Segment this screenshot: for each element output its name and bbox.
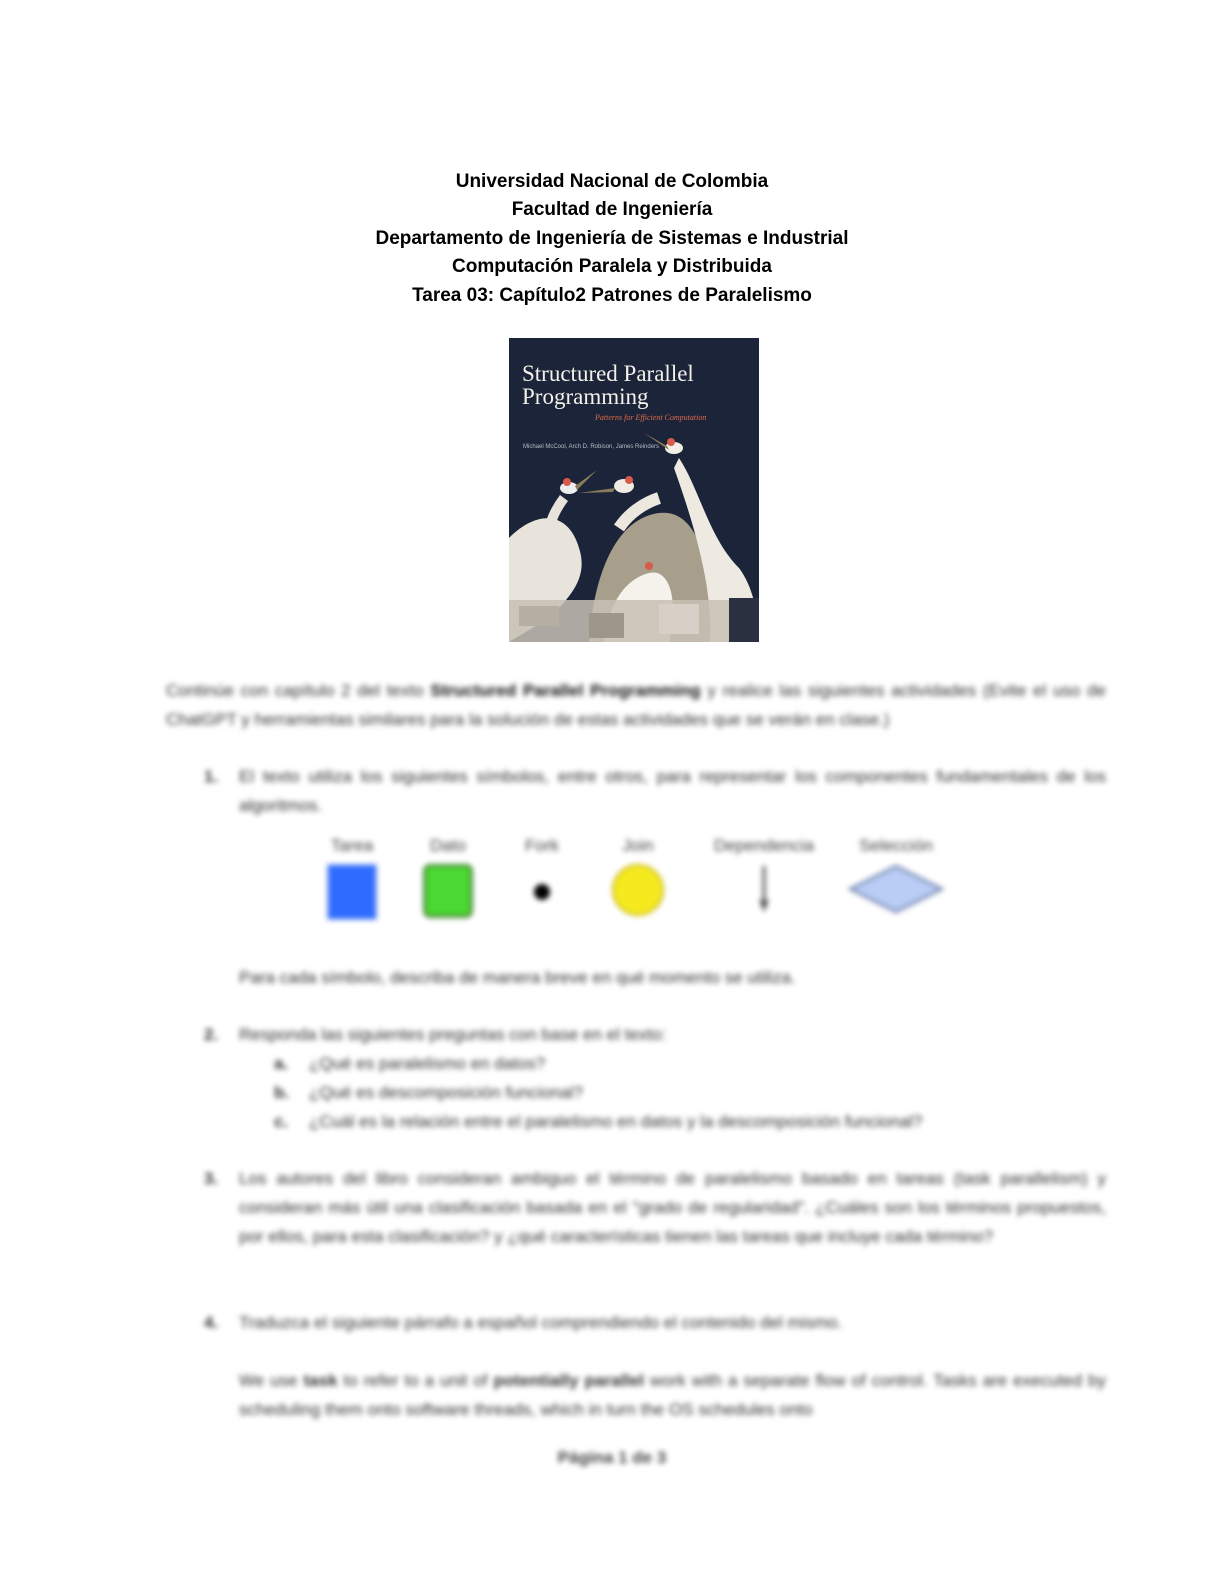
document-header [0,168,1224,310]
intro-suffix: y realice las siguientes actividades (Evite el uso de ChatGPT y herramientas similares para la solución de estas actividades que se verán en clase.) [166,681,1106,729]
question-text: Responda las siguientes preguntas con base en el texto: [239,1025,667,1044]
faculty-name: Facultad de Ingeniería [511,199,713,221]
translation-part2: to refer to a unit of [337,1371,494,1390]
book-cover-image [509,338,759,642]
subquestion-a [274,1049,1106,1078]
intro-prefix: Continúe con capítulo 2 del texto [166,681,431,700]
subquestion-letter: b. [274,1083,290,1102]
course-name: Computación Paralela y Distribuida [452,256,772,278]
question-1 [204,762,1106,820]
blue-diamond-icon [848,864,944,914]
cover-title [522,362,694,408]
symbol-tarea [320,836,384,920]
cover-title-line2: Programming [522,384,649,409]
cover-subtitle: Patterns for Efficient Computation [595,413,707,422]
symbol-label: Dependencia [713,836,815,855]
question-3 [204,1164,1106,1251]
translation-bold2: potentially parallel [493,1371,645,1390]
question-2 [204,1020,1106,1136]
question-number: 2. [204,1025,219,1044]
subquestion-b [274,1078,1106,1107]
symbol-fork [516,836,568,900]
translation-bold1: task [303,1371,338,1390]
symbol-seleccion [844,836,948,914]
question-number: 4. [204,1313,219,1332]
symbol-label: Join [622,836,654,855]
department-name: Departamento de Ingeniería de Sistemas e Industrial [375,227,849,249]
translation-part3: work with a separate flow of control. Tasks are executed by scheduling them onto software threads, which in turn the OS schedules onto [239,1371,1106,1419]
subquestion-text: ¿Qué es descomposición funcional? [309,1083,584,1102]
symbols-note: Para cada símbolo, describa de manera breve en qué momento se utiliza. [239,968,796,987]
symbol-label: Tarea [330,836,374,855]
symbol-join [610,836,666,916]
symbol-label: Selección [859,836,933,855]
subquestion-text: ¿Qué es paralelismo en datos? [309,1054,546,1073]
translation-paragraph [239,1366,1106,1424]
symbol-legend [320,836,960,936]
assignment-title: Tarea 03: Capítulo2 Patrones de Paralelismo [412,284,812,306]
subquestion-c [274,1107,1106,1136]
cover-authors: Michael McCool, Arch D. Robison, James Reinders [523,444,660,450]
cover-title-line1: Structured Parallel [522,361,694,386]
yellow-circle-icon [612,864,664,916]
arrow-down-icon [758,864,770,914]
page-number-footer: Página 1 de 3 [557,1448,667,1467]
university-name: Universidad Nacional de Colombia [455,171,769,192]
question-number: 3. [204,1169,219,1188]
blue-square-icon [327,864,377,920]
question-number: 1. [204,767,219,786]
intro-book-title: Structured Parallel Programming [430,681,701,700]
translation-part1: We use [239,1371,304,1390]
subquestion-text: ¿Cuál es la relación entre el paralelismo en datos y la descomposición funcional? [309,1112,923,1131]
intro-paragraph [166,676,1106,734]
subquestion-letter: a. [274,1054,289,1073]
green-rounded-square-icon [423,864,473,918]
subquestion-letter: c. [274,1112,289,1131]
symbol-dependencia [704,836,824,914]
symbol-label: Fork [525,836,559,855]
question-text: Los autores del libro consideran ambiguo el término de paralelismo basado en tareas (task parallelism) y consideran más útil una clasificación basada en el "grado de regularidad". ¿Cuáles son los términos propuestos, por ellos, para esta clasificación? y ¿qué características tienen las tareas que incluye cada término? [239,1169,1106,1246]
symbol-dato [418,836,478,918]
question-text: Traduzca el siguiente párrafo a español comprendiendo el contenido del mismo. [239,1313,843,1332]
black-dot-icon [534,884,550,900]
symbol-label: Dato [430,836,466,855]
question-4 [204,1308,1106,1337]
question-text: El texto utiliza los siguientes símbolos, entre otros, para representar los componentes fundamentales de los algoritmos. [239,767,1106,815]
